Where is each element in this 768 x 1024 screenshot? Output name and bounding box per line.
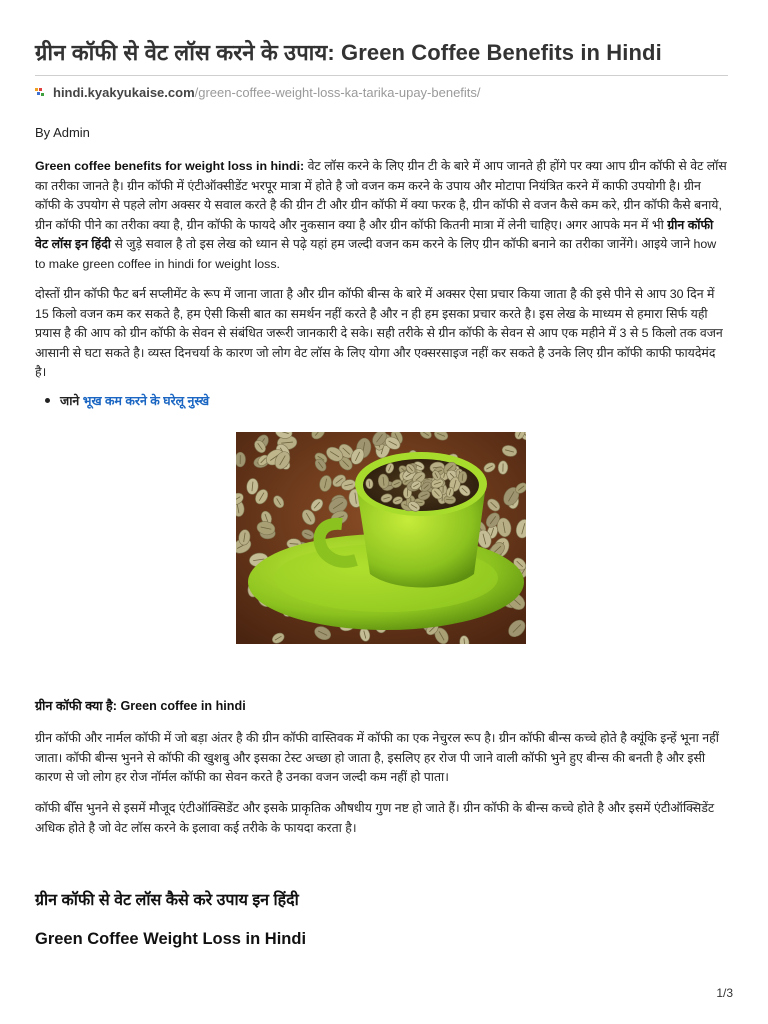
bullet-prefix: जाने <box>60 394 80 408</box>
related-article-link[interactable]: भूख कम करने के घरेलू नुस्खे <box>82 394 210 408</box>
site-favicon-icon <box>35 88 45 98</box>
body-paragraph-2: दोस्तों ग्रीन कॉफी फैट बर्न सप्लीमेंट के रूप में जाना जाता है और ग्रीन कॉफी बीन्स के बारे में अक्सर ऐसा प्रचार किया जाता है की इसे पीने से आप 30 दिन में 15 किलो वजन कम कर सकते है, हम ऐसी किसी बात का समर्थन नहीं करते है और न ही हम इसका प्रचार करते है। इस लेख के माध्यम से हमारा सिर्फ यही प्रयास है की आप को ग्रीन कॉफी के सेवन से संबंधित जरूरी जानकारी दे सके। सही तरीके से ग्रीन कॉफी के सेवन से आप एक महीने में 3 से 5 किलो तक वजन आसानी से घटा सकते है। व्यस्त दिनचर्या के कारण जो लोग वेट लॉस के लिए योगा और एक्सरसाइज नहीं कर सकते है उनके लिए ग्रीन कॉफी काफी फायदेमंद है। <box>35 287 723 379</box>
source-path: /green-coffee-weight-loss-ka-tarika-upay-benefits/ <box>194 85 481 100</box>
article-title: ग्रीन कॉफी से वेट लॉस करने के उपाय: Green Coffee Benefits in Hindi <box>35 40 662 65</box>
green-coffee-image <box>236 432 526 644</box>
byline: By Admin <box>35 125 90 140</box>
page-number: 1/3 <box>716 986 733 1000</box>
section-2-heading-hindi: ग्रीन कॉफी से वेट लॉस कैसे करे उपाय इन हिंदी <box>35 892 299 909</box>
source-url[interactable] <box>35 84 481 102</box>
intro-lead: Green coffee benefits for weight loss in hindi: <box>35 159 305 173</box>
title-divider <box>35 75 728 76</box>
section-1-heading: ग्रीन कॉफी क्या है: Green coffee in hindi <box>35 699 246 713</box>
intro-paragraph <box>35 157 728 274</box>
intro-mid-bold: ग्रीन कॉफी वेट लॉस इन हिंदी <box>35 217 714 251</box>
list-item <box>45 392 209 410</box>
source-domain: hindi.kyakyukaise.com <box>53 85 195 100</box>
section-2-heading-english: Green Coffee Weight Loss in Hindi <box>35 930 307 948</box>
intro-text-2: से जुड़े सवाल है तो इस लेख को ध्यान से पढ़े यहां हम जल्दी वजन कम करने के लिए ग्रीन कॉफी बनाने का तरीका जानेंगे। आइये जाने how to make green coffee in hindi for weight loss. <box>35 237 717 271</box>
bullet-dot-icon <box>45 398 50 403</box>
section-1-paragraph-2: कॉफी बीँस भुनने से इसमें मौजूद एंटीऑक्सिडेंट और इसके प्राकृतिक औषधीय गुण नष्ट हो जाते हैं। ग्रीन कॉफी के बीन्स कच्चे होते है और इसमें एंटीऑक्सिडेंट अधिक होते है जो वेट लॉस करने के इलावा कई तरीके के फायदा करता है। <box>35 801 715 835</box>
intro-text-1: वेट लॉस करने के लिए ग्रीन टी के बारे में आप जानते ही होंगे पर क्या आप ग्रीन कॉफी से वेट लॉस का तरीका जानते है। ग्रीन कॉफी में एंटीऑक्सीडेंट भरपूर मात्रा में होते है जो वजन कम करने के उपाय और मोटापा नियंत्रित करने में काफी उपयोगी है। ग्रीन कॉफी के उपयोग से पहले लोग अक्सर ये सवाल करते है की ग्रीन टी और ग्रीन कॉफी में क्या फरक है, ग्रीन कॉफी से वजन कैसे कम करे, ग्रीन कॉफी कैसे बनाये, ग्रीन कॉफी पीने का तरीका क्या है, ग्रीन कॉफी के फायदे और नुकसान क्या है और ग्रीन कॉफी कितनी मात्रा में लेनी चाहिए। अगर आपके मन में भी <box>35 159 727 232</box>
section-1-paragraph-1: ग्रीन कॉफी और नार्मल कॉफी में जो बड़ा अंतर है की ग्रीन कॉफी वास्तिवक में कॉफी का एक नेचुरल रूप है। ग्रीन कॉफी बीन्स कच्चे होते है क्यूंकि इन्हें भूना नहीं जाता। कॉफी बीन्स भुनने से कॉफी की खुशबु और इसका टेस्ट अच्छा हो जाता है, इसलिए हर रोज पी जाने वाली कॉफी भुने हुए बीन्स की बनती है और इसी कारण से जो लोग हर रोज नॉर्मल कॉफी का सेवन करते है उनका वजन जल्दी कम नहीं हो पाता। <box>35 731 719 784</box>
